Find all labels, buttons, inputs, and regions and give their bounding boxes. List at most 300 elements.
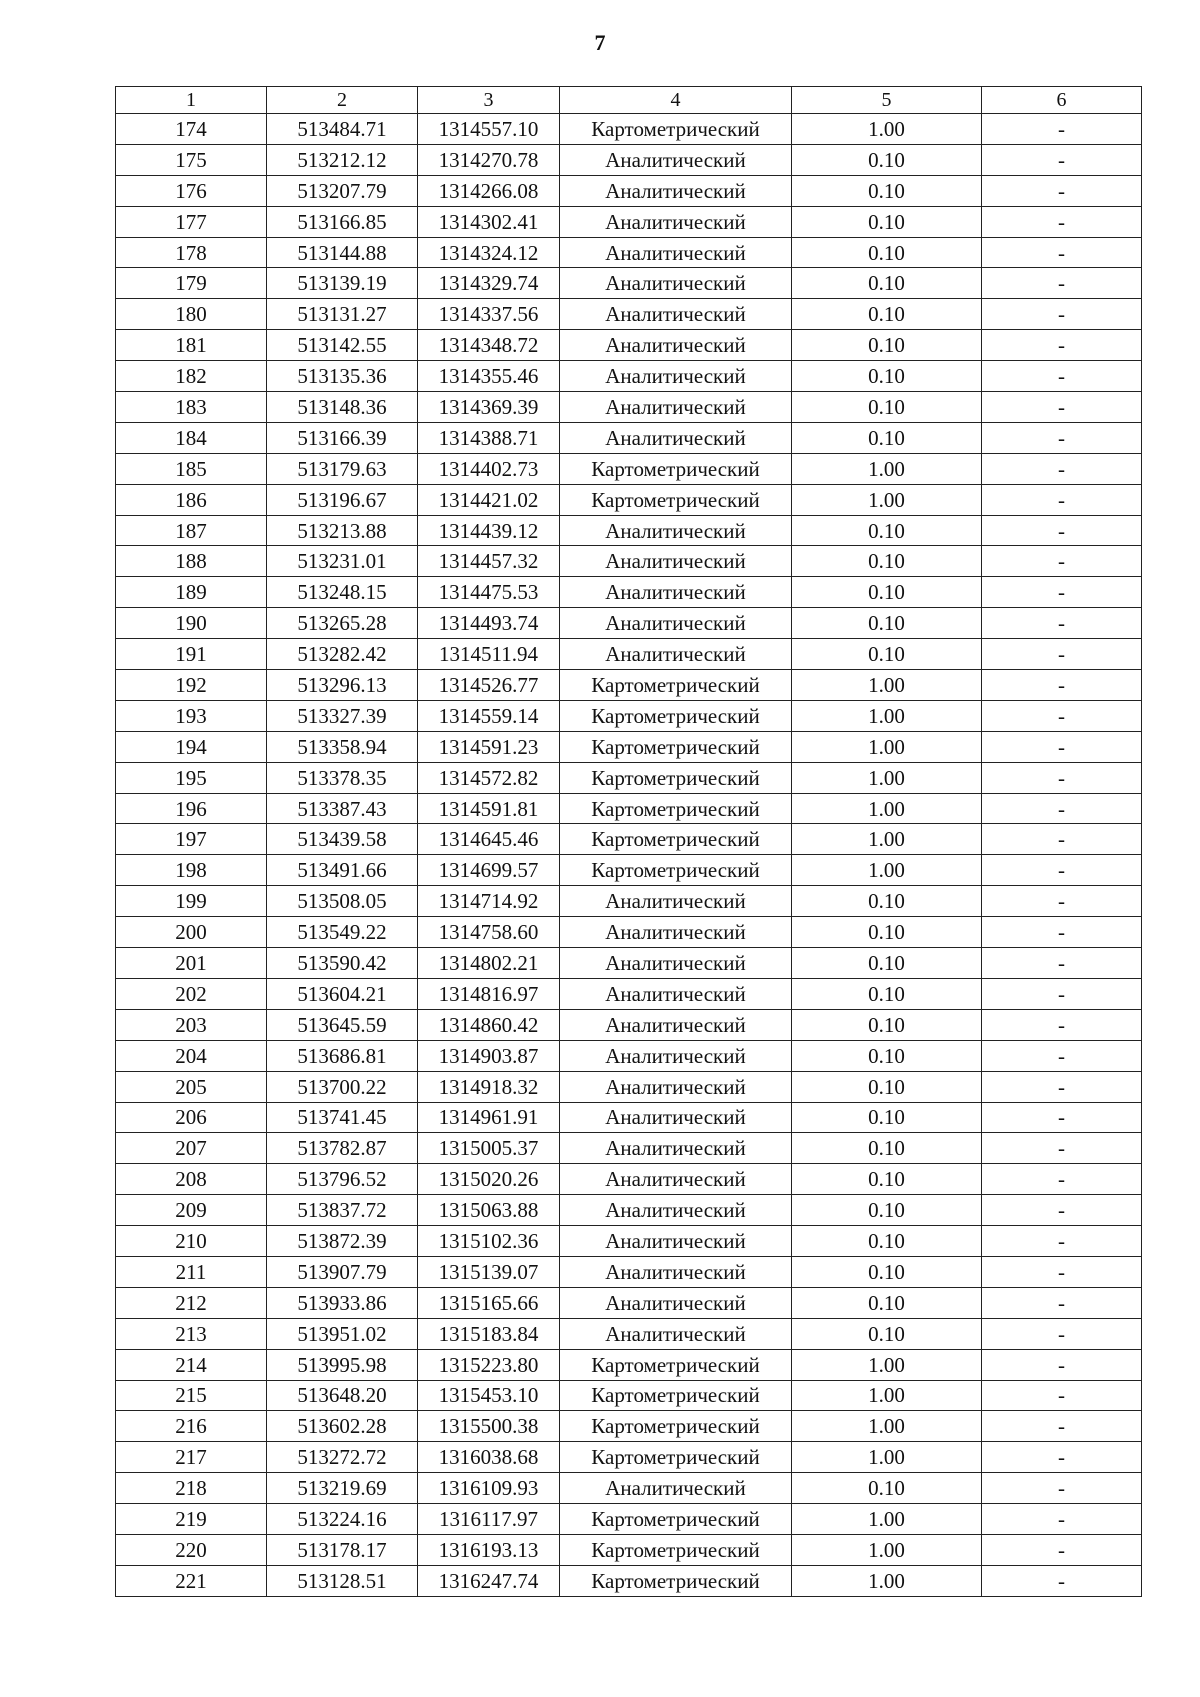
x-coordinate-cell: 513796.52 bbox=[267, 1164, 418, 1195]
column-header-2: 2 bbox=[267, 87, 418, 114]
table-row bbox=[116, 948, 1142, 979]
table-row bbox=[116, 1287, 1142, 1318]
x-coordinate-cell: 513219.69 bbox=[267, 1473, 418, 1504]
accuracy-cell: 1.00 bbox=[792, 1411, 982, 1442]
description-cell: - bbox=[982, 392, 1142, 423]
method-cell: Аналитический bbox=[560, 144, 792, 175]
point-number-cell: 191 bbox=[116, 639, 267, 670]
description-cell: - bbox=[982, 330, 1142, 361]
method-cell: Картометрический bbox=[560, 1349, 792, 1380]
x-coordinate-cell: 513837.72 bbox=[267, 1195, 418, 1226]
table-row bbox=[116, 639, 1142, 670]
table-row bbox=[116, 1411, 1142, 1442]
accuracy-cell: 0.10 bbox=[792, 1226, 982, 1257]
x-coordinate-cell: 513139.19 bbox=[267, 268, 418, 299]
y-coordinate-cell: 1315165.66 bbox=[418, 1287, 560, 1318]
point-number-cell: 203 bbox=[116, 1009, 267, 1040]
table-row bbox=[116, 824, 1142, 855]
table-row bbox=[116, 1349, 1142, 1380]
y-coordinate-cell: 1314572.82 bbox=[418, 762, 560, 793]
table-row bbox=[116, 144, 1142, 175]
point-number-cell: 210 bbox=[116, 1226, 267, 1257]
table-row bbox=[116, 1133, 1142, 1164]
point-number-cell: 207 bbox=[116, 1133, 267, 1164]
point-number-cell: 220 bbox=[116, 1534, 267, 1565]
point-number-cell: 190 bbox=[116, 608, 267, 639]
x-coordinate-cell: 513166.39 bbox=[267, 422, 418, 453]
y-coordinate-cell: 1314302.41 bbox=[418, 206, 560, 237]
method-cell: Аналитический bbox=[560, 886, 792, 917]
method-cell: Картометрический bbox=[560, 700, 792, 731]
method-cell: Аналитический bbox=[560, 237, 792, 268]
x-coordinate-cell: 513590.42 bbox=[267, 948, 418, 979]
point-number-cell: 192 bbox=[116, 670, 267, 701]
method-cell: Картометрический bbox=[560, 1442, 792, 1473]
x-coordinate-cell: 513231.01 bbox=[267, 546, 418, 577]
table-row bbox=[116, 114, 1142, 145]
table-row bbox=[116, 299, 1142, 330]
y-coordinate-cell: 1314421.02 bbox=[418, 484, 560, 515]
y-coordinate-cell: 1314369.39 bbox=[418, 392, 560, 423]
accuracy-cell: 1.00 bbox=[792, 700, 982, 731]
point-number-cell: 195 bbox=[116, 762, 267, 793]
accuracy-cell: 1.00 bbox=[792, 793, 982, 824]
accuracy-cell: 0.10 bbox=[792, 515, 982, 546]
table-row bbox=[116, 175, 1142, 206]
method-cell: Аналитический bbox=[560, 948, 792, 979]
method-cell: Аналитический bbox=[560, 1133, 792, 1164]
accuracy-cell: 0.10 bbox=[792, 144, 982, 175]
description-cell: - bbox=[982, 700, 1142, 731]
y-coordinate-cell: 1315500.38 bbox=[418, 1411, 560, 1442]
table-row bbox=[116, 762, 1142, 793]
method-cell: Картометрический bbox=[560, 762, 792, 793]
coordinates-table bbox=[115, 86, 1142, 1597]
table-row bbox=[116, 268, 1142, 299]
x-coordinate-cell: 513178.17 bbox=[267, 1534, 418, 1565]
x-coordinate-cell: 513196.67 bbox=[267, 484, 418, 515]
description-cell: - bbox=[982, 453, 1142, 484]
table-header-row bbox=[116, 87, 1142, 114]
x-coordinate-cell: 513741.45 bbox=[267, 1102, 418, 1133]
method-cell: Картометрический bbox=[560, 670, 792, 701]
y-coordinate-cell: 1314918.32 bbox=[418, 1071, 560, 1102]
x-coordinate-cell: 513645.59 bbox=[267, 1009, 418, 1040]
description-cell: - bbox=[982, 1349, 1142, 1380]
y-coordinate-cell: 1314402.73 bbox=[418, 453, 560, 484]
description-cell: - bbox=[982, 886, 1142, 917]
x-coordinate-cell: 513907.79 bbox=[267, 1256, 418, 1287]
x-coordinate-cell: 513933.86 bbox=[267, 1287, 418, 1318]
table-row bbox=[116, 608, 1142, 639]
method-cell: Аналитический bbox=[560, 546, 792, 577]
x-coordinate-cell: 513602.28 bbox=[267, 1411, 418, 1442]
table-row bbox=[116, 577, 1142, 608]
x-coordinate-cell: 513265.28 bbox=[267, 608, 418, 639]
y-coordinate-cell: 1314439.12 bbox=[418, 515, 560, 546]
accuracy-cell: 0.10 bbox=[792, 978, 982, 1009]
method-cell: Картометрический bbox=[560, 793, 792, 824]
y-coordinate-cell: 1314270.78 bbox=[418, 144, 560, 175]
method-cell: Аналитический bbox=[560, 422, 792, 453]
description-cell: - bbox=[982, 1071, 1142, 1102]
point-number-cell: 217 bbox=[116, 1442, 267, 1473]
x-coordinate-cell: 513549.22 bbox=[267, 917, 418, 948]
description-cell: - bbox=[982, 1102, 1142, 1133]
table-row bbox=[116, 1164, 1142, 1195]
accuracy-cell: 0.10 bbox=[792, 577, 982, 608]
description-cell: - bbox=[982, 114, 1142, 145]
y-coordinate-cell: 1315020.26 bbox=[418, 1164, 560, 1195]
method-cell: Аналитический bbox=[560, 1102, 792, 1133]
y-coordinate-cell: 1316117.97 bbox=[418, 1504, 560, 1535]
method-cell: Аналитический bbox=[560, 1195, 792, 1226]
y-coordinate-cell: 1316038.68 bbox=[418, 1442, 560, 1473]
description-cell: - bbox=[982, 237, 1142, 268]
description-cell: - bbox=[982, 1565, 1142, 1596]
description-cell: - bbox=[982, 484, 1142, 515]
y-coordinate-cell: 1314860.42 bbox=[418, 1009, 560, 1040]
description-cell: - bbox=[982, 824, 1142, 855]
description-cell: - bbox=[982, 762, 1142, 793]
method-cell: Аналитический bbox=[560, 1071, 792, 1102]
accuracy-cell: 0.10 bbox=[792, 1318, 982, 1349]
method-cell: Аналитический bbox=[560, 577, 792, 608]
table-row bbox=[116, 1040, 1142, 1071]
column-header-6: 6 bbox=[982, 87, 1142, 114]
description-cell: - bbox=[982, 1442, 1142, 1473]
accuracy-cell: 0.10 bbox=[792, 299, 982, 330]
table-row bbox=[116, 700, 1142, 731]
table-row bbox=[116, 330, 1142, 361]
accuracy-cell: 0.10 bbox=[792, 422, 982, 453]
table-row bbox=[116, 1226, 1142, 1257]
method-cell: Аналитический bbox=[560, 1287, 792, 1318]
table-row bbox=[116, 453, 1142, 484]
accuracy-cell: 0.10 bbox=[792, 1473, 982, 1504]
point-number-cell: 206 bbox=[116, 1102, 267, 1133]
description-cell: - bbox=[982, 793, 1142, 824]
table-row bbox=[116, 1071, 1142, 1102]
x-coordinate-cell: 513387.43 bbox=[267, 793, 418, 824]
x-coordinate-cell: 513327.39 bbox=[267, 700, 418, 731]
x-coordinate-cell: 513686.81 bbox=[267, 1040, 418, 1071]
point-number-cell: 181 bbox=[116, 330, 267, 361]
x-coordinate-cell: 513207.79 bbox=[267, 175, 418, 206]
accuracy-cell: 0.10 bbox=[792, 1287, 982, 1318]
method-cell: Картометрический bbox=[560, 1380, 792, 1411]
description-cell: - bbox=[982, 422, 1142, 453]
accuracy-cell: 0.10 bbox=[792, 392, 982, 423]
y-coordinate-cell: 1314337.56 bbox=[418, 299, 560, 330]
point-number-cell: 185 bbox=[116, 453, 267, 484]
x-coordinate-cell: 513700.22 bbox=[267, 1071, 418, 1102]
accuracy-cell: 1.00 bbox=[792, 1534, 982, 1565]
description-cell: - bbox=[982, 978, 1142, 1009]
x-coordinate-cell: 513128.51 bbox=[267, 1565, 418, 1596]
y-coordinate-cell: 1315102.36 bbox=[418, 1226, 560, 1257]
method-cell: Картометрический bbox=[560, 824, 792, 855]
point-number-cell: 180 bbox=[116, 299, 267, 330]
point-number-cell: 209 bbox=[116, 1195, 267, 1226]
x-coordinate-cell: 513224.16 bbox=[267, 1504, 418, 1535]
point-number-cell: 218 bbox=[116, 1473, 267, 1504]
method-cell: Аналитический bbox=[560, 1318, 792, 1349]
method-cell: Аналитический bbox=[560, 175, 792, 206]
x-coordinate-cell: 513282.42 bbox=[267, 639, 418, 670]
method-cell: Аналитический bbox=[560, 1009, 792, 1040]
table-row bbox=[116, 392, 1142, 423]
accuracy-cell: 0.10 bbox=[792, 1256, 982, 1287]
description-cell: - bbox=[982, 1226, 1142, 1257]
accuracy-cell: 1.00 bbox=[792, 670, 982, 701]
method-cell: Аналитический bbox=[560, 1256, 792, 1287]
y-coordinate-cell: 1314559.14 bbox=[418, 700, 560, 731]
table-row bbox=[116, 1195, 1142, 1226]
accuracy-cell: 1.00 bbox=[792, 1565, 982, 1596]
x-coordinate-cell: 513212.12 bbox=[267, 144, 418, 175]
table-row bbox=[116, 917, 1142, 948]
x-coordinate-cell: 513142.55 bbox=[267, 330, 418, 361]
point-number-cell: 187 bbox=[116, 515, 267, 546]
y-coordinate-cell: 1314266.08 bbox=[418, 175, 560, 206]
table-row bbox=[116, 1534, 1142, 1565]
method-cell: Аналитический bbox=[560, 330, 792, 361]
point-number-cell: 193 bbox=[116, 700, 267, 731]
method-cell: Картометрический bbox=[560, 1411, 792, 1442]
table-body bbox=[116, 114, 1142, 1597]
description-cell: - bbox=[982, 1380, 1142, 1411]
accuracy-cell: 0.10 bbox=[792, 1133, 982, 1164]
accuracy-cell: 1.00 bbox=[792, 453, 982, 484]
description-cell: - bbox=[982, 144, 1142, 175]
method-cell: Аналитический bbox=[560, 1040, 792, 1071]
method-cell: Аналитический bbox=[560, 917, 792, 948]
x-coordinate-cell: 513135.36 bbox=[267, 361, 418, 392]
y-coordinate-cell: 1314348.72 bbox=[418, 330, 560, 361]
y-coordinate-cell: 1315139.07 bbox=[418, 1256, 560, 1287]
point-number-cell: 211 bbox=[116, 1256, 267, 1287]
x-coordinate-cell: 513378.35 bbox=[267, 762, 418, 793]
point-number-cell: 221 bbox=[116, 1565, 267, 1596]
point-number-cell: 212 bbox=[116, 1287, 267, 1318]
point-number-cell: 182 bbox=[116, 361, 267, 392]
method-cell: Аналитический bbox=[560, 299, 792, 330]
y-coordinate-cell: 1314645.46 bbox=[418, 824, 560, 855]
accuracy-cell: 0.10 bbox=[792, 1009, 982, 1040]
method-cell: Аналитический bbox=[560, 515, 792, 546]
description-cell: - bbox=[982, 608, 1142, 639]
table-row bbox=[116, 731, 1142, 762]
point-number-cell: 178 bbox=[116, 237, 267, 268]
method-cell: Аналитический bbox=[560, 608, 792, 639]
accuracy-cell: 0.10 bbox=[792, 1195, 982, 1226]
point-number-cell: 194 bbox=[116, 731, 267, 762]
description-cell: - bbox=[982, 1195, 1142, 1226]
x-coordinate-cell: 513272.72 bbox=[267, 1442, 418, 1473]
description-cell: - bbox=[982, 299, 1142, 330]
column-header-5: 5 bbox=[792, 87, 982, 114]
description-cell: - bbox=[982, 361, 1142, 392]
description-cell: - bbox=[982, 1473, 1142, 1504]
point-number-cell: 201 bbox=[116, 948, 267, 979]
accuracy-cell: 0.10 bbox=[792, 639, 982, 670]
point-number-cell: 197 bbox=[116, 824, 267, 855]
table-row bbox=[116, 484, 1142, 515]
method-cell: Картометрический bbox=[560, 1504, 792, 1535]
page-number: 7 bbox=[594, 30, 606, 55]
description-cell: - bbox=[982, 1534, 1142, 1565]
description-cell: - bbox=[982, 1040, 1142, 1071]
method-cell: Картометрический bbox=[560, 855, 792, 886]
y-coordinate-cell: 1316109.93 bbox=[418, 1473, 560, 1504]
point-number-cell: 219 bbox=[116, 1504, 267, 1535]
column-header-1: 1 bbox=[116, 87, 267, 114]
x-coordinate-cell: 513179.63 bbox=[267, 453, 418, 484]
point-number-cell: 196 bbox=[116, 793, 267, 824]
accuracy-cell: 0.10 bbox=[792, 1071, 982, 1102]
table-row bbox=[116, 206, 1142, 237]
method-cell: Аналитический bbox=[560, 1226, 792, 1257]
x-coordinate-cell: 513604.21 bbox=[267, 978, 418, 1009]
description-cell: - bbox=[982, 1411, 1142, 1442]
accuracy-cell: 1.00 bbox=[792, 855, 982, 886]
x-coordinate-cell: 513213.88 bbox=[267, 515, 418, 546]
y-coordinate-cell: 1314511.94 bbox=[418, 639, 560, 670]
table-row bbox=[116, 855, 1142, 886]
y-coordinate-cell: 1316193.13 bbox=[418, 1534, 560, 1565]
point-number-cell: 208 bbox=[116, 1164, 267, 1195]
point-number-cell: 188 bbox=[116, 546, 267, 577]
x-coordinate-cell: 513248.15 bbox=[267, 577, 418, 608]
x-coordinate-cell: 513166.85 bbox=[267, 206, 418, 237]
point-number-cell: 175 bbox=[116, 144, 267, 175]
accuracy-cell: 0.10 bbox=[792, 1040, 982, 1071]
accuracy-cell: 0.10 bbox=[792, 917, 982, 948]
accuracy-cell: 0.10 bbox=[792, 1164, 982, 1195]
y-coordinate-cell: 1314329.74 bbox=[418, 268, 560, 299]
table-row bbox=[116, 1504, 1142, 1535]
x-coordinate-cell: 513358.94 bbox=[267, 731, 418, 762]
y-coordinate-cell: 1314324.12 bbox=[418, 237, 560, 268]
point-number-cell: 214 bbox=[116, 1349, 267, 1380]
accuracy-cell: 1.00 bbox=[792, 1349, 982, 1380]
y-coordinate-cell: 1314758.60 bbox=[418, 917, 560, 948]
x-coordinate-cell: 513951.02 bbox=[267, 1318, 418, 1349]
y-coordinate-cell: 1314355.46 bbox=[418, 361, 560, 392]
accuracy-cell: 1.00 bbox=[792, 1442, 982, 1473]
description-cell: - bbox=[982, 948, 1142, 979]
table-row bbox=[116, 1380, 1142, 1411]
description-cell: - bbox=[982, 917, 1142, 948]
accuracy-cell: 0.10 bbox=[792, 268, 982, 299]
column-header-3: 3 bbox=[418, 87, 560, 114]
y-coordinate-cell: 1315223.80 bbox=[418, 1349, 560, 1380]
description-cell: - bbox=[982, 670, 1142, 701]
description-cell: - bbox=[982, 546, 1142, 577]
description-cell: - bbox=[982, 1504, 1142, 1535]
method-cell: Аналитический bbox=[560, 1473, 792, 1504]
x-coordinate-cell: 513872.39 bbox=[267, 1226, 418, 1257]
accuracy-cell: 0.10 bbox=[792, 206, 982, 237]
method-cell: Картометрический bbox=[560, 453, 792, 484]
y-coordinate-cell: 1316247.74 bbox=[418, 1565, 560, 1596]
accuracy-cell: 0.10 bbox=[792, 546, 982, 577]
point-number-cell: 205 bbox=[116, 1071, 267, 1102]
point-number-cell: 213 bbox=[116, 1318, 267, 1349]
table-row bbox=[116, 670, 1142, 701]
description-cell: - bbox=[982, 268, 1142, 299]
method-cell: Картометрический bbox=[560, 1534, 792, 1565]
description-cell: - bbox=[982, 731, 1142, 762]
point-number-cell: 177 bbox=[116, 206, 267, 237]
y-coordinate-cell: 1314699.57 bbox=[418, 855, 560, 886]
description-cell: - bbox=[982, 1287, 1142, 1318]
description-cell: - bbox=[982, 1133, 1142, 1164]
description-cell: - bbox=[982, 1164, 1142, 1195]
description-cell: - bbox=[982, 1009, 1142, 1040]
y-coordinate-cell: 1314457.32 bbox=[418, 546, 560, 577]
x-coordinate-cell: 513148.36 bbox=[267, 392, 418, 423]
method-cell: Аналитический bbox=[560, 978, 792, 1009]
y-coordinate-cell: 1315183.84 bbox=[418, 1318, 560, 1349]
table-row bbox=[116, 886, 1142, 917]
description-cell: - bbox=[982, 1256, 1142, 1287]
column-header-4: 4 bbox=[560, 87, 792, 114]
accuracy-cell: 0.10 bbox=[792, 886, 982, 917]
description-cell: - bbox=[982, 206, 1142, 237]
table-row bbox=[116, 1473, 1142, 1504]
x-coordinate-cell: 513144.88 bbox=[267, 237, 418, 268]
point-number-cell: 199 bbox=[116, 886, 267, 917]
point-number-cell: 202 bbox=[116, 978, 267, 1009]
table-row bbox=[116, 237, 1142, 268]
y-coordinate-cell: 1314388.71 bbox=[418, 422, 560, 453]
method-cell: Аналитический bbox=[560, 1164, 792, 1195]
method-cell: Картометрический bbox=[560, 114, 792, 145]
y-coordinate-cell: 1314802.21 bbox=[418, 948, 560, 979]
x-coordinate-cell: 513995.98 bbox=[267, 1349, 418, 1380]
point-number-cell: 189 bbox=[116, 577, 267, 608]
table-row bbox=[116, 1442, 1142, 1473]
y-coordinate-cell: 1314526.77 bbox=[418, 670, 560, 701]
method-cell: Аналитический bbox=[560, 392, 792, 423]
point-number-cell: 216 bbox=[116, 1411, 267, 1442]
accuracy-cell: 0.10 bbox=[792, 237, 982, 268]
point-number-cell: 183 bbox=[116, 392, 267, 423]
table-row bbox=[116, 1565, 1142, 1596]
point-number-cell: 204 bbox=[116, 1040, 267, 1071]
x-coordinate-cell: 513782.87 bbox=[267, 1133, 418, 1164]
y-coordinate-cell: 1314475.53 bbox=[418, 577, 560, 608]
method-cell: Картометрический bbox=[560, 731, 792, 762]
y-coordinate-cell: 1314493.74 bbox=[418, 608, 560, 639]
point-number-cell: 176 bbox=[116, 175, 267, 206]
method-cell: Аналитический bbox=[560, 361, 792, 392]
description-cell: - bbox=[982, 175, 1142, 206]
table-row bbox=[116, 422, 1142, 453]
x-coordinate-cell: 513648.20 bbox=[267, 1380, 418, 1411]
point-number-cell: 198 bbox=[116, 855, 267, 886]
x-coordinate-cell: 513508.05 bbox=[267, 886, 418, 917]
y-coordinate-cell: 1314816.97 bbox=[418, 978, 560, 1009]
x-coordinate-cell: 513296.13 bbox=[267, 670, 418, 701]
accuracy-cell: 0.10 bbox=[792, 175, 982, 206]
y-coordinate-cell: 1315063.88 bbox=[418, 1195, 560, 1226]
description-cell: - bbox=[982, 577, 1142, 608]
y-coordinate-cell: 1314903.87 bbox=[418, 1040, 560, 1071]
x-coordinate-cell: 513484.71 bbox=[267, 114, 418, 145]
